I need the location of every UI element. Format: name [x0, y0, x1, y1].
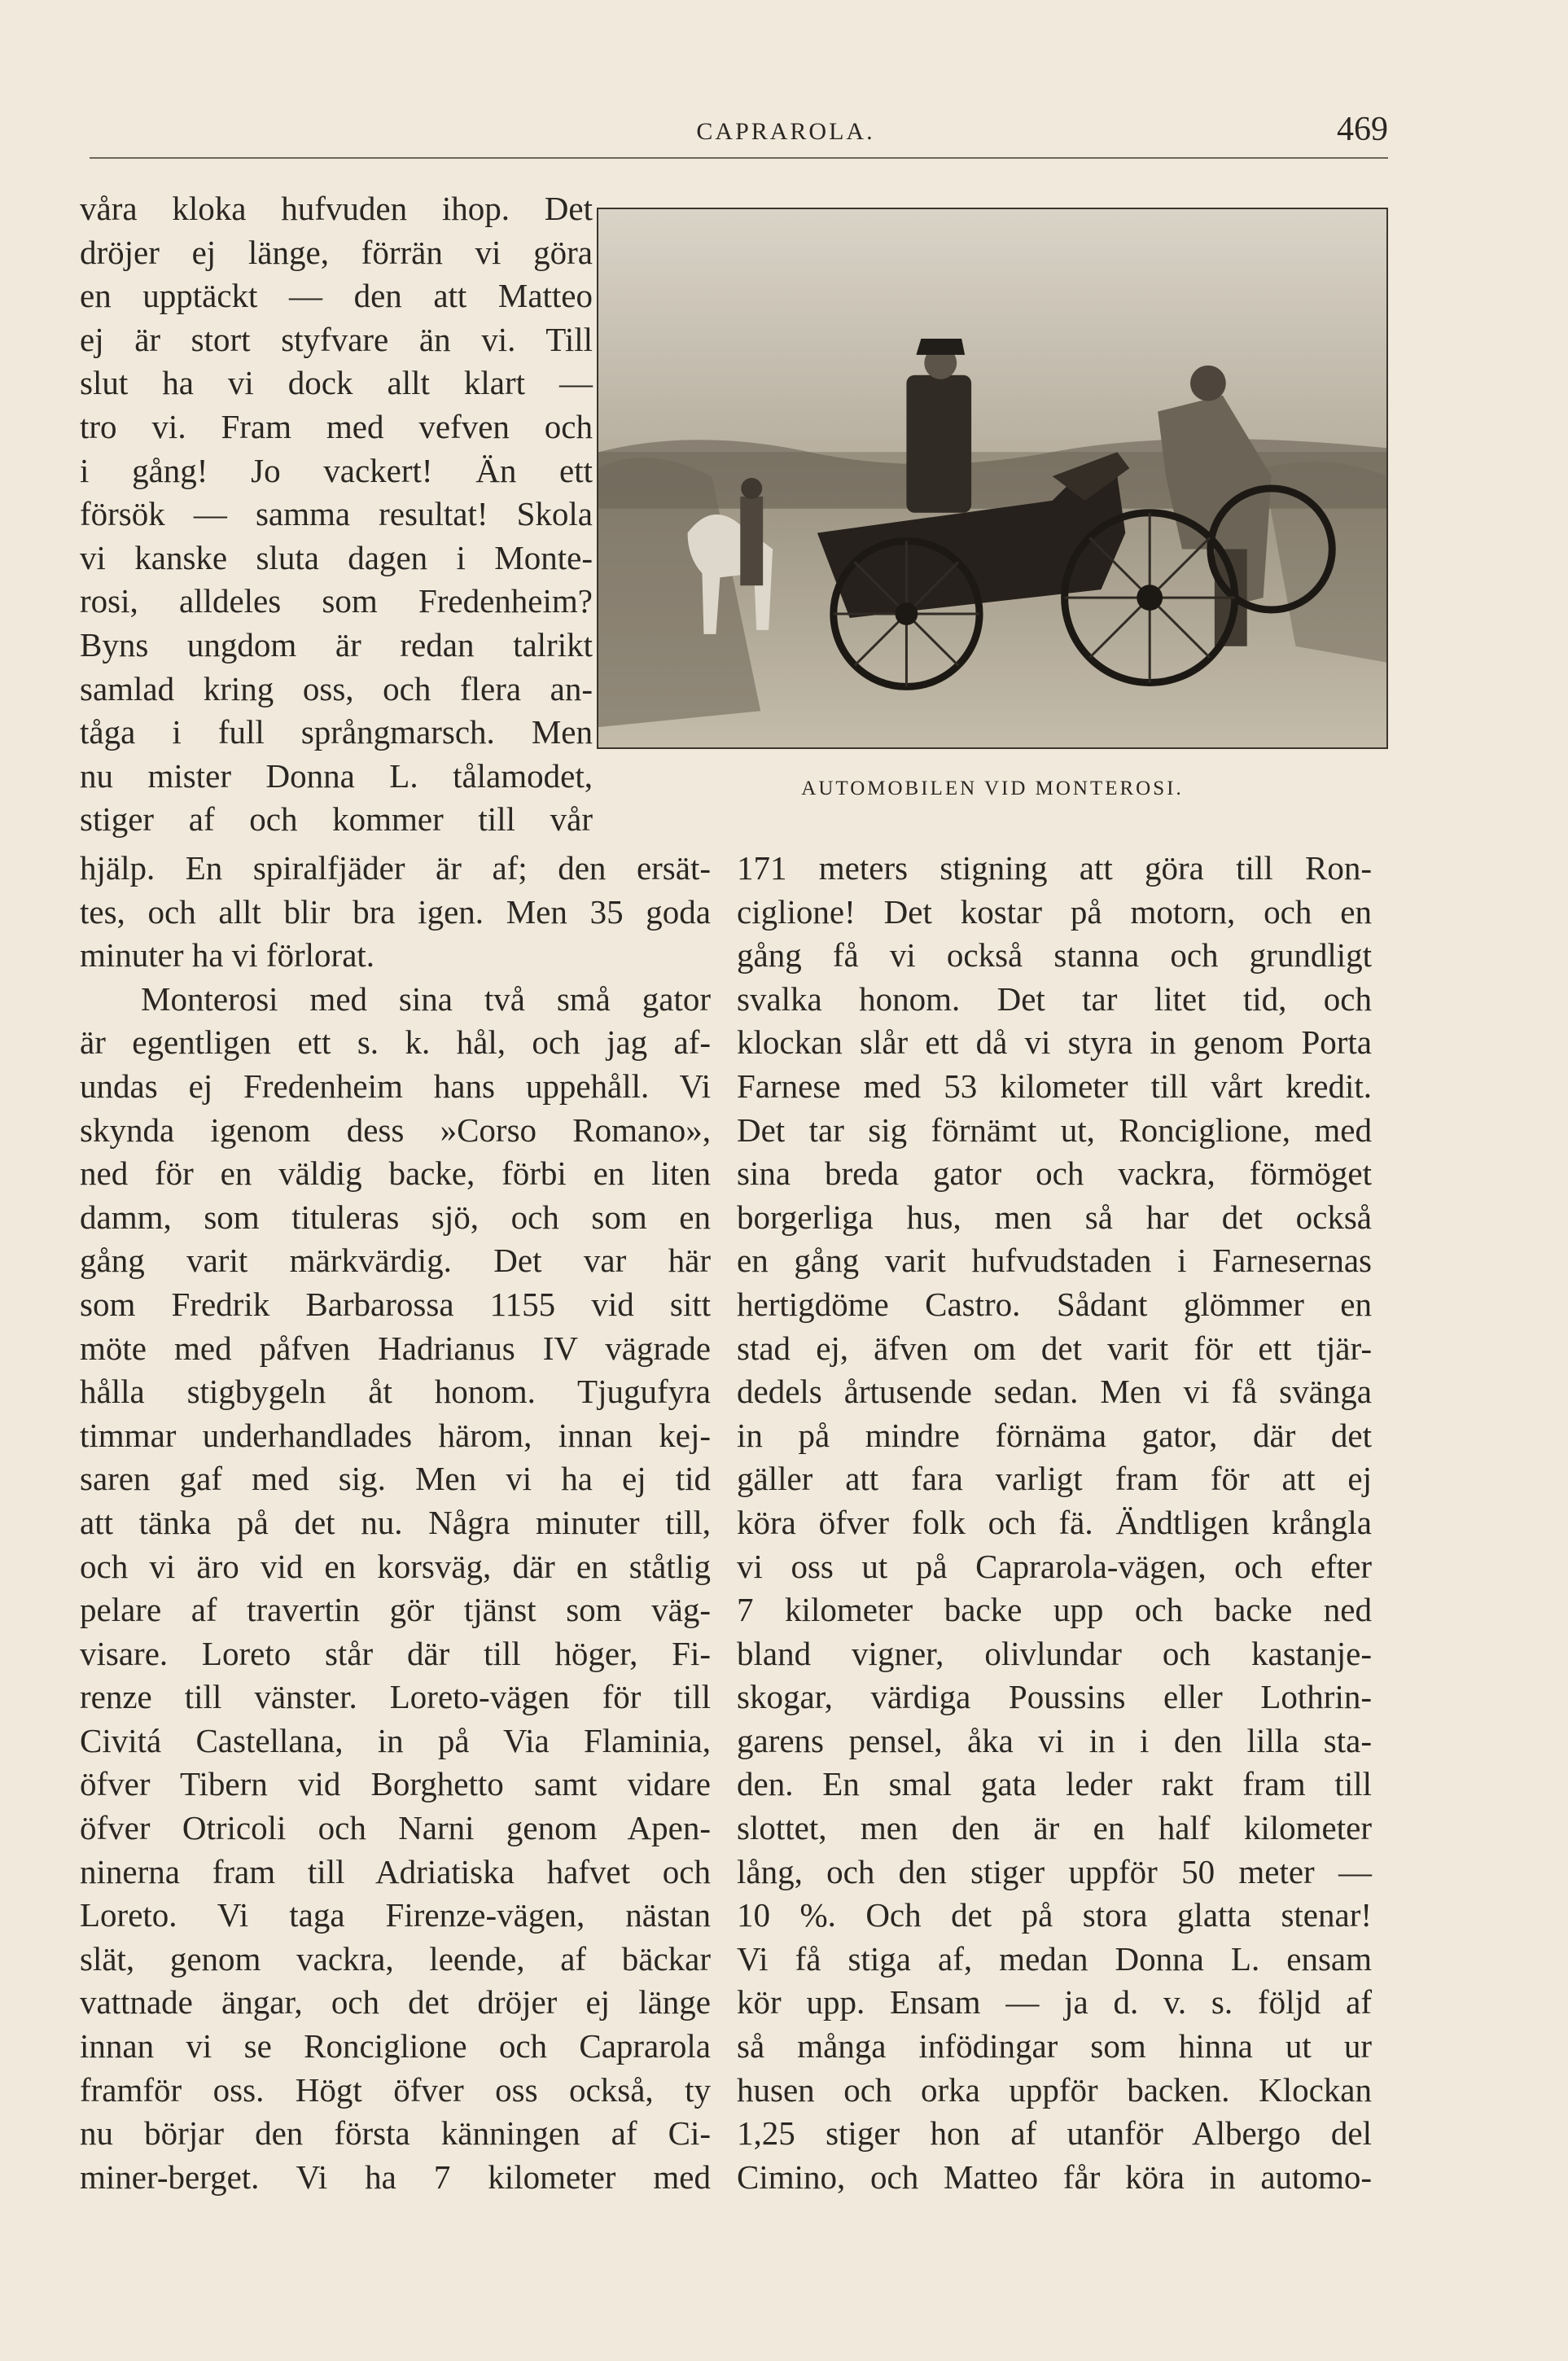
text-line: hjälp. En spiralfjäder är af; den ersät-: [80, 849, 711, 887]
text-line: rosi, alldeles som Fredenheim?: [80, 582, 593, 620]
column-right: [737, 847, 1372, 2199]
text-line: nu börjar den första känningen af Ci-: [80, 2114, 711, 2153]
header-rule: [90, 157, 1388, 159]
text-line: gång få vi också stanna och grundligt: [737, 936, 1372, 975]
text-line: husen och orka uppför backen. Klockan: [737, 2070, 1372, 2109]
text-line: är egentligen ett s. k. hål, och jag af-: [80, 1023, 711, 1062]
text-line: Det tar sig förnämt ut, Ronciglione, med: [737, 1110, 1372, 1149]
text-line: lång, och den stiger uppför 50 meter —: [737, 1852, 1372, 1890]
text-line: dröjer ej länge, förrän vi göra: [80, 233, 593, 271]
text-line: borgerliga hus, men så har det också: [737, 1198, 1372, 1236]
page-number: 469: [1337, 111, 1388, 148]
text-line: innan vi se Ronciglione och Caprarola: [80, 2027, 711, 2065]
text-line: ninerna fram till Adriatiska hafvet och: [80, 1852, 711, 1890]
text-line: att tänka på det nu. Några minuter till,: [80, 1503, 711, 1541]
text-line: miner-berget. Vi ha 7 kilometer med: [80, 2157, 711, 2196]
text-line: Vi få stiga af, medan Donna L. ensam: [737, 1939, 1372, 1978]
text-line: 10 %. Och det på stora glatta stenar!: [737, 1896, 1372, 1934]
text-line: möte med påfven Hadrianus IV vägrade: [80, 1329, 711, 1367]
text-line: Civitá Castellana, in på Via Flaminia,: [80, 1721, 711, 1759]
text-line: bland vigner, olivlundar och kastanje-: [737, 1634, 1372, 1672]
photo-caption: AUTOMOBILEN VID MONTEROSI.: [801, 778, 1184, 799]
text-line: pelare af travertin gör tjänst som väg-: [80, 1591, 711, 1629]
text-line: timmar underhandlades härom, innan kej-: [80, 1416, 711, 1454]
text-line: ned för en väldig backe, förbi en liten: [80, 1154, 711, 1193]
text-line: slut ha vi dock allt klart —: [80, 364, 593, 402]
text-line: kör upp. Ensam — ja d. v. s. följd af: [737, 1983, 1372, 2022]
text-line: nu mister Donna L. tålamodet,: [80, 756, 593, 795]
text-line: öfver Otricoli och Narni genom Apen-: [80, 1809, 711, 1847]
text-line: gäller att fara varligt fram för att ej: [737, 1460, 1372, 1498]
text-line: slät, genom vackra, leende, af bäckar: [80, 1939, 711, 1978]
text-line: Monterosi med sina två små gator: [141, 979, 711, 1018]
text-line: Byns ungdom är redan talrikt: [80, 625, 593, 664]
text-line: renze till vänster. Loreto-vägen för till: [80, 1678, 711, 1716]
automobile-photo-drawing: [598, 209, 1386, 747]
text-line: stiger af och kommer till vår: [80, 800, 593, 839]
text-line: försök — samma resultat! Skola: [80, 495, 593, 533]
text-line: framför oss. Högt öfver oss också, ty: [80, 2070, 711, 2109]
text-line: hertigdöme Castro. Sådant glömmer en: [737, 1285, 1372, 1323]
text-line: den. En smal gata leder rakt fram till: [737, 1765, 1372, 1803]
text-line: minuter ha vi förlorat.: [80, 936, 375, 975]
text-line: som Fredrik Barbarossa 1155 vid sitt: [80, 1285, 711, 1323]
text-line: så många infödingar som hinna ut ur: [737, 2027, 1372, 2065]
text-line: 1,25 stiger hon af utanför Albergo del: [737, 2114, 1372, 2153]
text-line: ej är stort styfvare än vi. Till: [80, 320, 593, 358]
column-left-bottom: [80, 847, 711, 2199]
automobile-photograph: [597, 208, 1388, 749]
text-line: Loreto. Vi taga Firenze-vägen, nästan: [80, 1896, 711, 1934]
text-line: vi kanske sluta dagen i Monte-: [80, 538, 593, 576]
text-line: samlad kring oss, och flera an-: [80, 669, 593, 707]
text-line: ciglione! Det kostar på motorn, och en: [737, 892, 1372, 931]
column-left-top: [80, 187, 593, 842]
text-line: tro vi. Fram med vefven och: [80, 407, 593, 445]
text-line: köra öfver folk och fä. Ändtligen krångla: [737, 1503, 1372, 1541]
text-line: hålla stigbygeln åt honom. Tjugufyra: [80, 1373, 711, 1411]
text-line: vattnade ängar, och det dröjer ej länge: [80, 1983, 711, 2022]
text-line: undas ej Fredenheim hans uppehåll. Vi: [80, 1067, 711, 1105]
text-line: 171 meters stigning att göra till Ron-: [737, 849, 1372, 887]
text-line: in på mindre förnäma gator, där det: [737, 1416, 1372, 1454]
text-line: visare. Loreto står där till höger, Fi-: [80, 1634, 711, 1672]
text-line: våra kloka hufvuden ihop. Det: [80, 190, 593, 227]
text-line: sina breda gator och vackra, förmöget: [737, 1154, 1372, 1193]
text-line: tes, och allt blir bra igen. Men 35 goda: [80, 892, 711, 931]
text-line: Farnese med 53 kilometer till vårt kredit.: [737, 1067, 1372, 1105]
text-line: 7 kilometer backe upp och backe ned: [737, 1591, 1372, 1629]
text-line: saren gaf med sig. Men vi ha ej tid: [80, 1460, 711, 1498]
text-line: gång varit märkvärdig. Det var här: [80, 1242, 711, 1280]
text-line: svalka honom. Det tar litet tid, och: [737, 979, 1372, 1018]
text-line: i gång! Jo vackert! Än ett: [80, 451, 593, 489]
text-line: en upptäckt — den att Matteo: [80, 277, 593, 315]
text-line: garens pensel, åka vi in i den lilla sta-: [737, 1721, 1372, 1759]
page-header: [90, 110, 1388, 159]
text-line: skogar, värdiga Poussins eller Lothrin-: [737, 1678, 1372, 1716]
text-line: dedels årtusende sedan. Men vi få svänga: [737, 1373, 1372, 1411]
text-line: stad ej, äfven om det varit för ett tjär-: [737, 1329, 1372, 1367]
text-line: och vi äro vid en korsväg, där en ståtlig: [80, 1547, 711, 1585]
text-line: vi oss ut på Caprarola-vägen, och efter: [737, 1547, 1372, 1585]
text-line: tåga i full språngmarsch. Men: [80, 713, 593, 751]
text-line: skynda igenom dess »Corso Romano»,: [80, 1110, 711, 1149]
running-title: CAPRAROLA.: [696, 118, 875, 145]
text-line: damm, som tituleras sjö, och som en: [80, 1198, 711, 1236]
text-line: en gång varit hufvudstaden i Farnesernas: [737, 1242, 1372, 1280]
text-line: klockan slår ett då vi styra in genom Porta: [737, 1023, 1372, 1062]
text-line: Cimino, och Matteo får köra in automo-: [737, 2157, 1372, 2196]
text-line: öfver Tibern vid Borghetto samt vidare: [80, 1765, 711, 1803]
text-line: slottet, men den är en half kilometer: [737, 1809, 1372, 1847]
